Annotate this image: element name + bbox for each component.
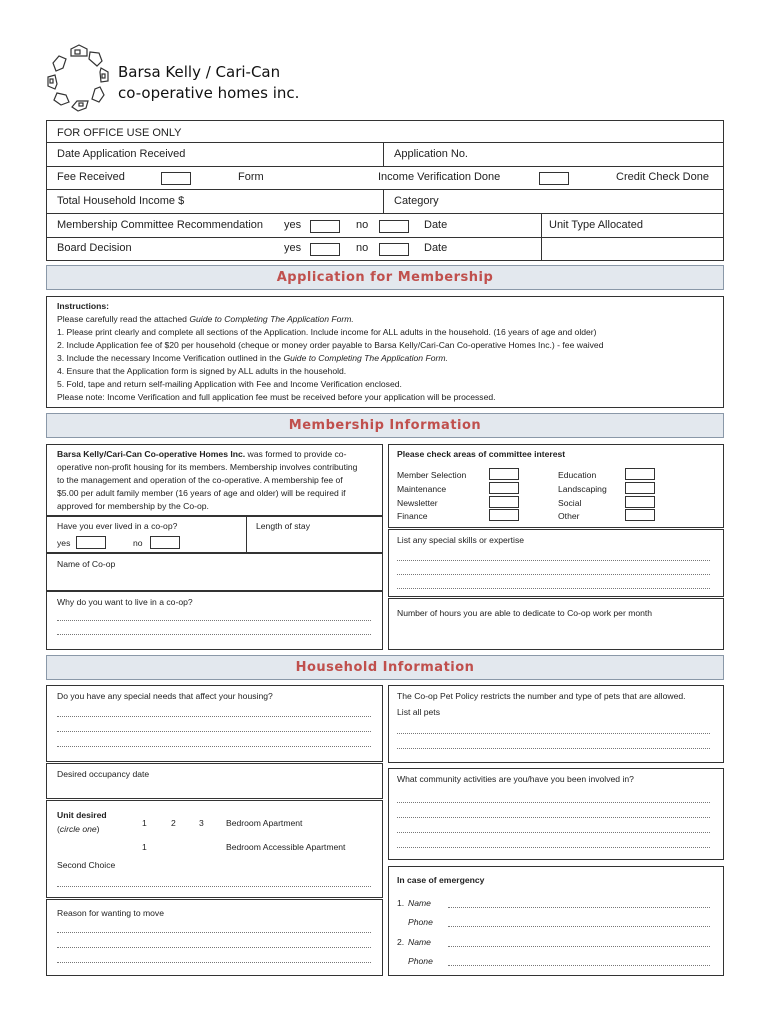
- lived-yes-checkbox[interactable]: [76, 536, 106, 549]
- list-pets-label: List all pets: [397, 707, 440, 717]
- emergency-heading: In case of emergency: [397, 875, 485, 885]
- pet-policy-label: The Co-op Pet Policy restricts the number and type of pets that are allowed.: [397, 691, 686, 701]
- board-yes-checkbox[interactable]: [310, 243, 340, 256]
- instructions-heading: Instructions:: [57, 301, 110, 311]
- special-needs-line-2[interactable]: [57, 731, 371, 732]
- emergency-2-phone-label: Phone: [408, 956, 433, 966]
- committee-interest-heading: Please check areas of committee interest: [397, 449, 566, 459]
- special-needs-label: Do you have any special needs that affect your housing?: [57, 691, 273, 701]
- emergency-1-name-line[interactable]: [448, 907, 710, 908]
- social-checkbox[interactable]: [625, 496, 655, 508]
- other-checkbox[interactable]: [625, 509, 655, 521]
- membership-intro-line-4: $5.00 per adult family member (16 years of age and older) will be required if: [57, 488, 346, 498]
- unit-desired-label: Unit desired: [57, 810, 107, 820]
- emergency-2-name-line[interactable]: [448, 946, 710, 947]
- committee-landscaping: Landscaping: [558, 484, 607, 494]
- org-name-line2: co-operative homes inc.: [118, 84, 300, 102]
- length-of-stay-label: Length of stay: [256, 521, 310, 531]
- committee-social: Social: [558, 498, 582, 508]
- instructions-line-5: 5. Fold, tape and return self-mailing Application with Fee and Income Verification enclosed.: [57, 379, 402, 389]
- special-needs-line-3[interactable]: [57, 746, 371, 747]
- total-household-income-label: Total Household Income $: [57, 195, 185, 207]
- application-no-label: Application No.: [394, 148, 468, 160]
- emergency-2-number: 2.: [397, 937, 405, 947]
- bedroom-accessible-label: Bedroom Accessible Apartment: [226, 842, 346, 852]
- board-no-checkbox[interactable]: [379, 243, 409, 256]
- recommendation-no-label: no: [356, 219, 369, 231]
- membership-banner: Membership Information: [46, 413, 724, 438]
- skills-line-3[interactable]: [397, 588, 710, 589]
- category-label: Category: [394, 195, 439, 207]
- membership-intro-line-2: operative non-profit housing for its members. Membership involves contributing: [57, 462, 358, 472]
- emergency-1-phone-label: Phone: [408, 917, 433, 927]
- instructions-line-4: 4. Ensure that the Application form is signed by ALL adults in the household.: [57, 366, 347, 376]
- pets-line-1[interactable]: [397, 733, 710, 734]
- membership-intro-line-5: approved for membership by the Co-op.: [57, 501, 209, 511]
- emergency-2-name-label: Name: [408, 937, 431, 947]
- board-no-label: no: [356, 242, 369, 254]
- board-yes-label: yes: [284, 242, 302, 254]
- skills-line-1[interactable]: [397, 560, 710, 561]
- member-selection-checkbox[interactable]: [489, 468, 519, 480]
- instructions-line-0: Please carefully read the attached Guide to Completing The Application Form.: [57, 314, 354, 324]
- logo: [44, 44, 114, 114]
- why-coop-line-1[interactable]: [57, 620, 371, 621]
- community-line-2[interactable]: [397, 817, 710, 818]
- recommendation-yes-label: yes: [284, 219, 302, 231]
- fee-received-checkbox[interactable]: [161, 172, 191, 185]
- unit-option-3[interactable]: 3: [199, 818, 204, 828]
- board-date-label: Date: [424, 242, 448, 254]
- credit-check-label: Credit Check Done: [616, 171, 709, 183]
- org-name-line1: Barsa Kelly / Cari-Can: [118, 63, 281, 81]
- committee-member-selection: Member Selection: [397, 470, 467, 480]
- household-banner: Household Information: [46, 655, 724, 680]
- office-use-title: FOR OFFICE USE ONLY: [57, 127, 182, 139]
- hours-box: [388, 598, 724, 650]
- pets-line-2[interactable]: [397, 748, 710, 749]
- fee-received-label: Fee Received: [57, 171, 125, 183]
- committee-education: Education: [558, 470, 597, 480]
- lived-no-label: no: [133, 538, 143, 548]
- reason-moving-line-3[interactable]: [57, 962, 371, 963]
- community-line-4[interactable]: [397, 847, 710, 848]
- emergency-1-name-label: Name: [408, 898, 431, 908]
- instructions-line-2: 2. Include Application fee of $20 per household (cheque or money order payable to Barsa Kelly/Cari-Can Co-operative Homes Inc.) - fee waived: [57, 340, 604, 350]
- name-of-coop-label: Name of Co-op: [57, 559, 116, 569]
- membership-intro-line-1: Barsa Kelly/Cari-Can Co-operative Homes Inc. was formed to provide co-: [57, 449, 347, 459]
- why-coop-line-2[interactable]: [57, 634, 371, 635]
- form-label: Form: [238, 171, 264, 183]
- occupancy-date-label: Desired occupancy date: [57, 769, 150, 779]
- second-choice-line[interactable]: [57, 886, 371, 887]
- income-verification-label: Income Verification Done: [378, 171, 501, 183]
- reason-moving-label: Reason for wanting to move: [57, 908, 165, 918]
- education-checkbox[interactable]: [625, 468, 655, 480]
- circle-one-label: (circle one): [57, 824, 100, 834]
- unit-option-1[interactable]: 1: [142, 818, 147, 828]
- emergency-1-number: 1.: [397, 898, 405, 908]
- instructions-line-1: 1. Please print clearly and complete all sections of the Application. Include income for ALL adults in the household. (16 years of age and older): [57, 327, 597, 337]
- second-choice-label: Second Choice: [57, 860, 116, 870]
- application-banner: Application for Membership: [46, 265, 724, 290]
- instructions-line-3: 3. Include the necessary Income Verification outlined in the Guide to Completing The Application Form.: [57, 353, 448, 363]
- emergency-1-phone-line[interactable]: [448, 926, 710, 927]
- newsletter-checkbox[interactable]: [489, 496, 519, 508]
- skills-line-2[interactable]: [397, 574, 710, 575]
- income-verification-checkbox[interactable]: [539, 172, 569, 185]
- landscaping-checkbox[interactable]: [625, 482, 655, 494]
- unit-type-allocated-label: Unit Type Allocated: [549, 219, 643, 231]
- maintenance-checkbox[interactable]: [489, 482, 519, 494]
- board-decision-label: Board Decision: [57, 242, 132, 254]
- lived-in-coop-label: Have you ever lived in a co-op?: [57, 521, 178, 531]
- coop-logo-icon: [44, 44, 114, 114]
- why-coop-label: Why do you want to live in a co-op?: [57, 597, 193, 607]
- community-label: What community activities are you/have you been involved in?: [397, 774, 634, 784]
- reason-moving-line-1[interactable]: [57, 932, 371, 933]
- unit-accessible-option-1[interactable]: 1: [142, 842, 147, 852]
- recommendation-yes-checkbox[interactable]: [310, 220, 340, 233]
- community-line-3[interactable]: [397, 832, 710, 833]
- date-application-received-label: Date Application Received: [57, 148, 186, 160]
- membership-intro-line-3: to the management and operation of the co-operative. A membership fee of: [57, 475, 343, 485]
- instructions-line-6: Please note: Income Verification and full application fee must be received before your application will be processed.: [57, 392, 496, 402]
- unit-option-2[interactable]: 2: [171, 818, 176, 828]
- lived-no-checkbox[interactable]: [150, 536, 180, 549]
- finance-checkbox[interactable]: [489, 509, 519, 521]
- recommendation-no-checkbox[interactable]: [379, 220, 409, 233]
- committee-maintenance: Maintenance: [397, 484, 447, 494]
- committee-newsletter: Newsletter: [397, 498, 438, 508]
- lived-yes-label: yes: [57, 538, 71, 548]
- special-needs-line-1[interactable]: [57, 716, 371, 717]
- hours-label: Number of hours you are able to dedicate to Co-op work per month: [397, 608, 653, 618]
- recommendation-date-label: Date: [424, 219, 448, 231]
- committee-other: Other: [558, 511, 580, 521]
- community-line-1[interactable]: [397, 802, 710, 803]
- reason-moving-line-2[interactable]: [57, 947, 371, 948]
- bedroom-apartment-label: Bedroom Apartment: [226, 818, 303, 828]
- emergency-2-phone-line[interactable]: [448, 965, 710, 966]
- committee-finance: Finance: [397, 511, 428, 521]
- skills-label: List any special skills or expertise: [397, 535, 525, 545]
- committee-recommendation-label: Membership Committee Recommendation: [57, 219, 264, 231]
